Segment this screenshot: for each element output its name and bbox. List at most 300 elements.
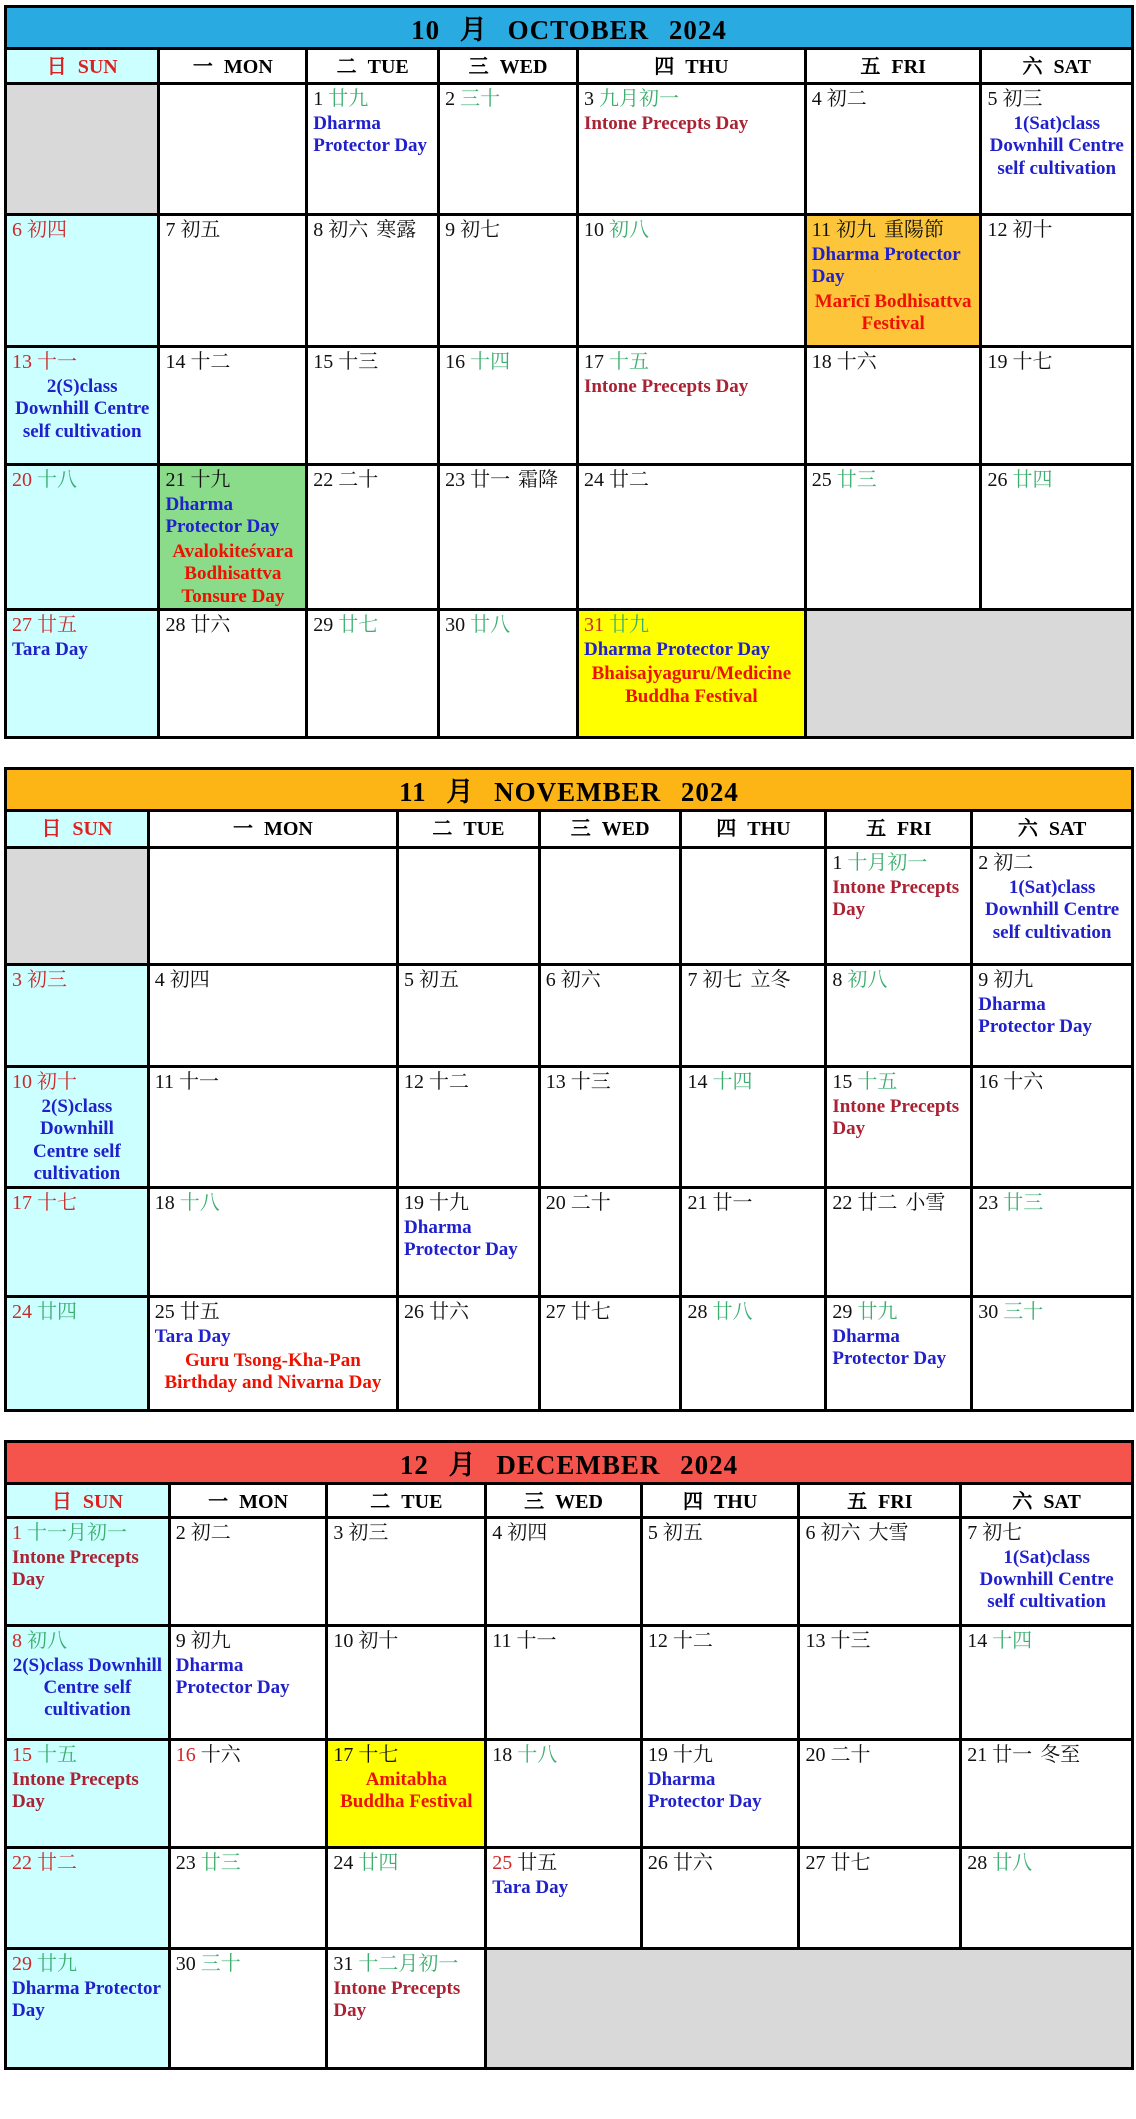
empty-gray-cell [486,1948,1133,2068]
date-cell-december-2 [169,1517,327,1625]
date-line [487,1519,640,1545]
event-label: 1(Sat)class Downhill Centre self cultivation [979,1546,1114,1613]
date-cell-december-20 [799,1739,961,1847]
date-cell-october-25 [805,465,981,610]
date-line [7,1950,168,1976]
date-line [328,1519,484,1545]
date-line [579,611,804,637]
date-line [7,1849,168,1875]
lunar-date: 十六 [200,1743,241,1766]
day-number: 13 [12,351,32,373]
day-header-fri: 五 FRI [805,49,981,84]
lunar-date: 廿八 [470,614,511,637]
date-cell-december-21 [961,1739,1133,1847]
date-cell-december-8 [6,1625,170,1739]
day-number: 22 [832,1191,853,1214]
date-line [682,1189,824,1215]
date-line [487,1741,640,1767]
lunar-date: 廿六 [672,1851,713,1874]
day-number: 3 [333,1521,344,1544]
date-line [487,1627,640,1653]
date-cell-november-24 [6,1296,149,1410]
date-cell-november-8 [826,965,972,1067]
lunar-date: 初六 [560,969,601,992]
lunar-date: 廿八 [712,1300,753,1323]
date-cell-november-28 [681,1296,826,1410]
day-number: 12 [647,1629,668,1652]
date-cell-december-7 [961,1517,1133,1625]
date-cell-november-15 [826,1067,972,1188]
event-label: 2(S)class Downhill Centre self cultivation [15,376,150,442]
day-header-sun: 日 SUN [6,49,159,84]
date-cell-december-4 [486,1517,642,1625]
day-number: 20 [805,1743,826,1766]
lunar-date: 十六 [836,351,877,373]
month-title-november: 11 月 NOVEMBER 2024 [6,769,1133,811]
date-line [440,85,576,111]
date-cell-december-23 [169,1847,327,1948]
date-line [982,348,1131,374]
date-line [308,611,437,637]
lunar-date: 初七 [460,219,501,241]
day-number: 25 [811,469,832,491]
event-label: Guru Tsong-Kha-Pan Birthday and Nivarna Day [164,1350,382,1394]
lunar-date: 廿一 [470,469,511,491]
lunar-date: 十八 [179,1191,220,1214]
day-number: 30 [445,614,466,637]
date-cell-october-7 [159,215,307,347]
day-number: 10 [333,1629,354,1652]
lunar-date: 初七 [702,969,743,992]
empty-gray-cell [6,848,149,965]
month-october [4,5,1134,739]
day-number: 30 [978,1300,999,1323]
date-cell-october-24 [577,465,805,610]
date-line [308,348,437,374]
event-label: Dharma Protector Day [978,994,1093,1038]
day-number: 18 [492,1743,513,1766]
lunar-date: 廿九 [608,614,649,637]
event-label: Dharma Protector Day [12,1977,161,2022]
date-line [171,1950,326,1976]
date-line [827,1068,970,1094]
day-number: 28 [967,1851,988,1874]
solar-term: 大雪 [868,1521,909,1544]
date-cell-december-18 [486,1739,642,1847]
date-cell-november-2 [972,848,1133,965]
date-cell-november-3 [6,965,149,1067]
date-line [682,966,824,992]
date-cell-october-20 [6,465,159,610]
date-cell-november-13 [539,1067,681,1188]
date-line [150,1189,396,1215]
lunar-date: 初八 [847,969,888,992]
day-number: 17 [583,351,604,373]
date-line [982,466,1131,492]
day-number: 28 [687,1300,708,1323]
date-cell-october-6 [6,215,159,347]
day-header-sat: 六 SAT [972,811,1133,848]
date-line [160,216,305,242]
lunar-date: 廿四 [358,1851,399,1874]
event-label: Dharma Protector Day [647,1768,762,1813]
date-line [171,1627,326,1653]
date-line [150,1068,396,1094]
date-line [579,466,804,492]
day-number: 9 [175,1629,186,1652]
empty-gray-cell [6,84,159,215]
event-label: Dharma Protector Day [175,1654,290,1699]
date-cell-november-5 [398,965,540,1067]
day-number: 11 [811,219,832,241]
date-cell-december-16 [169,1739,327,1847]
event-label: Intone Precepts Day [12,1768,139,1813]
date-cell-november-21 [681,1187,826,1296]
lunar-date: 初五 [662,1521,703,1544]
day-number: 5 [987,88,998,110]
date-cell-november-25 [148,1296,397,1410]
date-line [328,1627,484,1653]
lunar-date: 廿四 [37,1300,77,1323]
day-number: 22 [313,469,334,491]
day-header-sat: 六 SAT [961,1483,1133,1517]
lunar-date: 二十 [338,469,379,491]
date-cell-october-19 [981,347,1133,465]
event-label: Tara Day [154,1325,231,1347]
date-cell-october-22 [307,465,439,610]
date-line [973,1189,1131,1215]
day-header-fri: 五 FRI [799,1483,961,1517]
date-line [7,216,157,242]
date-line [399,966,538,992]
lunar-date: 廿九 [328,88,369,110]
day-number: 14 [687,1071,708,1094]
day-number: 10 [583,219,604,241]
event-label: Intone Precepts Day [832,1096,960,1140]
day-header-sun: 日 SUN [6,1483,170,1517]
event-label: Intone Precepts Day [333,1977,461,2022]
lunar-date: 廿七 [338,614,379,637]
event-label: 1(Sat)class Downhill Centre self cultivation [985,877,1120,943]
day-number: 10 [12,1071,32,1094]
lunar-date: 十月初一 [847,852,928,875]
day-number: 18 [154,1191,175,1214]
date-cell-november-23 [972,1187,1133,1296]
day-number: 19 [404,1191,425,1214]
date-line [7,1189,147,1215]
lunar-date: 三十 [200,1952,241,1975]
event-label: Dharma Protector Day [583,639,771,661]
empty-cell [681,848,826,965]
day-number: 23 [978,1191,999,1214]
day-number: 3 [583,88,594,110]
day-number: 17 [12,1191,32,1214]
date-cell-october-2 [439,84,578,215]
lunar-date: 廿三 [1003,1191,1044,1214]
lunar-date: 廿五 [37,614,77,637]
day-number: 23 [175,1851,196,1874]
date-line [973,966,1131,992]
date-cell-october-13 [6,347,159,465]
event-label: Bhaisajyaguru/Medicine Buddha Festival [591,663,792,707]
month-december [4,1440,1134,2070]
day-number: 8 [12,1629,22,1652]
lunar-date: 廿五 [517,1851,558,1874]
empty-cell [398,848,540,965]
date-line [827,849,970,875]
lunar-date: 初九 [190,1629,231,1652]
day-number: 7 [687,969,698,992]
day-header-wed: 三 WED [539,811,681,848]
day-number: 24 [333,1851,354,1874]
date-cell-december-26 [641,1847,799,1948]
day-header-mon: 一 MON [169,1483,327,1517]
date-cell-october-31 [577,610,805,738]
day-number: 6 [12,219,22,241]
date-cell-october-10 [577,215,805,347]
lunar-date: 初二 [993,852,1034,875]
date-cell-december-19 [641,1739,799,1847]
date-cell-november-12 [398,1067,540,1188]
date-line [962,1849,1131,1875]
date-line [541,966,680,992]
lunar-date: 十一月初一 [27,1521,127,1544]
day-number: 1 [832,852,843,875]
day-number: 17 [333,1743,354,1766]
lunar-date: 二十 [830,1743,871,1766]
event-label: Intone Precepts Day [12,1546,139,1591]
event-label: Tara Day [12,639,88,661]
date-line [973,1068,1131,1094]
day-number: 27 [12,614,32,637]
date-cell-december-30 [169,1948,327,2068]
lunar-date: 十二 [190,351,231,373]
date-cell-november-16 [972,1067,1133,1188]
lunar-date: 初五 [419,969,460,992]
day-number: 1 [313,88,324,110]
date-cell-october-8 [307,215,439,347]
month-november [4,767,1134,1412]
day-number: 20 [545,1191,566,1214]
lunar-date: 十九 [190,469,231,491]
date-cell-november-10 [6,1067,149,1188]
day-number: 18 [811,351,832,373]
date-cell-october-21 [159,465,307,610]
lunar-date: 初七 [982,1521,1023,1544]
date-cell-october-3 [577,84,805,215]
day-number: 27 [545,1300,566,1323]
date-line [982,216,1131,242]
date-line [643,1741,798,1767]
date-cell-november-30 [972,1296,1133,1410]
day-header-wed: 三 WED [439,49,578,84]
lunar-date: 初五 [180,219,221,241]
event-label: Intone Precepts Day [583,376,749,397]
date-cell-november-7 [681,965,826,1067]
date-line [171,1741,326,1767]
date-line [800,1627,959,1653]
date-cell-november-20 [539,1187,681,1296]
empty-cell [159,84,307,215]
date-line [643,1849,798,1875]
day-number: 26 [647,1851,668,1874]
day-number: 12 [987,219,1008,241]
day-number: 16 [978,1071,999,1094]
date-cell-october-29 [307,610,439,738]
lunar-date: 初十 [358,1629,399,1652]
day-header-fri: 五 FRI [826,811,972,848]
lunar-date: 十三 [570,1071,611,1094]
date-line [160,611,305,637]
day-number: 8 [832,969,843,992]
lunar-date: 廿九 [857,1300,898,1323]
day-header-tue: 二 TUE [398,811,540,848]
date-line [579,348,804,374]
date-line [962,1519,1131,1545]
lunar-date: 初三 [1002,88,1043,110]
day-number: 21 [687,1191,708,1214]
date-line [7,1627,168,1653]
lunar-date: 十四 [470,351,511,373]
lunar-date: 廿一 [992,1743,1033,1766]
day-number: 6 [545,969,556,992]
date-line [328,1741,484,1767]
lunar-date: 十七 [1012,351,1053,373]
date-line [807,85,980,111]
lunar-date: 廿一 [712,1191,753,1214]
day-number: 2 [445,88,456,110]
day-number: 31 [333,1952,354,1975]
lunar-date: 九月初一 [598,88,679,110]
day-number: 21 [967,1743,988,1766]
date-cell-december-17 [327,1739,486,1847]
lunar-date: 廿三 [200,1851,241,1874]
day-number: 13 [805,1629,826,1652]
date-cell-october-5 [981,84,1133,215]
date-cell-november-18 [148,1187,397,1296]
day-header-sat: 六 SAT [981,49,1133,84]
day-number: 4 [811,88,822,110]
lunar-date: 三十 [1003,1300,1044,1323]
date-line [399,1068,538,1094]
lunar-date: 十八 [37,469,77,491]
lunar-date: 廿六 [190,614,231,637]
lunar-date: 十四 [992,1629,1033,1652]
event-label: Dharma Protector Day [313,113,428,157]
lunar-date: 初八 [27,1629,67,1652]
solar-term: 立冬 [750,969,791,992]
day-number: 8 [313,219,324,241]
date-cell-october-26 [981,465,1133,610]
date-cell-november-26 [398,1296,540,1410]
day-number: 1 [12,1521,22,1544]
date-line [541,1189,680,1215]
day-number: 7 [165,219,176,241]
lunar-date: 初三 [27,969,67,992]
day-number: 7 [967,1521,978,1544]
day-number: 26 [404,1300,425,1323]
date-line [399,1298,538,1324]
date-line [807,466,980,492]
day-number: 21 [165,469,186,491]
event-label: Dharma Protector Day [811,244,961,288]
date-cell-december-1 [6,1517,170,1625]
lunar-date: 十一 [516,1629,557,1652]
lunar-date: 廿八 [992,1851,1033,1874]
solar-term: 霜降 [518,469,559,491]
lunar-date: 十二 [429,1071,470,1094]
lunar-date: 初六 [328,219,369,241]
date-line [7,466,157,492]
lunar-date: 十一 [179,1071,220,1094]
lunar-date: 三十 [460,88,501,110]
day-header-sun: 日 SUN [6,811,149,848]
date-cell-october-30 [439,610,578,738]
day-header-mon: 一 MON [159,49,307,84]
date-line [7,1068,147,1094]
date-cell-november-17 [6,1187,149,1296]
event-label: 2(S)class Downhill Centre self cultivation [12,1654,163,1721]
empty-gray-cell [805,610,1132,738]
date-line [682,1068,824,1094]
date-cell-december-28 [961,1847,1133,1948]
day-number: 9 [445,219,456,241]
date-cell-november-1 [826,848,972,965]
day-number: 19 [987,351,1008,373]
date-line [643,1519,798,1545]
date-cell-november-14 [681,1067,826,1188]
day-number: 2 [978,852,989,875]
date-cell-december-15 [6,1739,170,1847]
date-cell-november-4 [148,965,397,1067]
date-cell-december-5 [641,1517,799,1625]
lunar-date: 廿七 [830,1851,871,1874]
lunar-date: 初九 [993,969,1034,992]
lunar-date: 十七 [37,1191,77,1214]
event-label: Intone Precepts Day [832,877,960,921]
date-line [682,1298,824,1324]
date-line [827,966,970,992]
date-line [800,1519,959,1545]
date-cell-december-12 [641,1625,799,1739]
lunar-date: 初二 [190,1521,231,1544]
lunar-date: 十三 [338,351,379,373]
lunar-date: 十二月初一 [358,1952,459,1975]
day-number: 9 [978,969,989,992]
date-line [308,85,437,111]
lunar-date: 十九 [429,1191,470,1214]
event-label: Dharma Protector Day [404,1216,518,1261]
day-number: 6 [805,1521,816,1544]
date-line [308,216,437,242]
lunar-date: 二十 [570,1191,611,1214]
day-number: 25 [154,1300,175,1323]
date-cell-december-11 [486,1625,642,1739]
date-line [7,1519,168,1545]
day-header-thu: 四 THU [641,1483,799,1517]
day-header-wed: 三 WED [486,1483,642,1517]
lunar-date: 廿二 [608,469,649,491]
day-number: 4 [492,1521,503,1544]
day-number: 29 [12,1952,32,1975]
date-cell-october-9 [439,215,578,347]
lunar-date: 廿九 [37,1952,77,1975]
day-header-mon: 一 MON [148,811,397,848]
lunar-date: 十五 [608,351,649,373]
event-label: Dharma Protector Day [165,494,280,538]
day-number: 11 [492,1629,512,1652]
date-line [171,1849,326,1875]
